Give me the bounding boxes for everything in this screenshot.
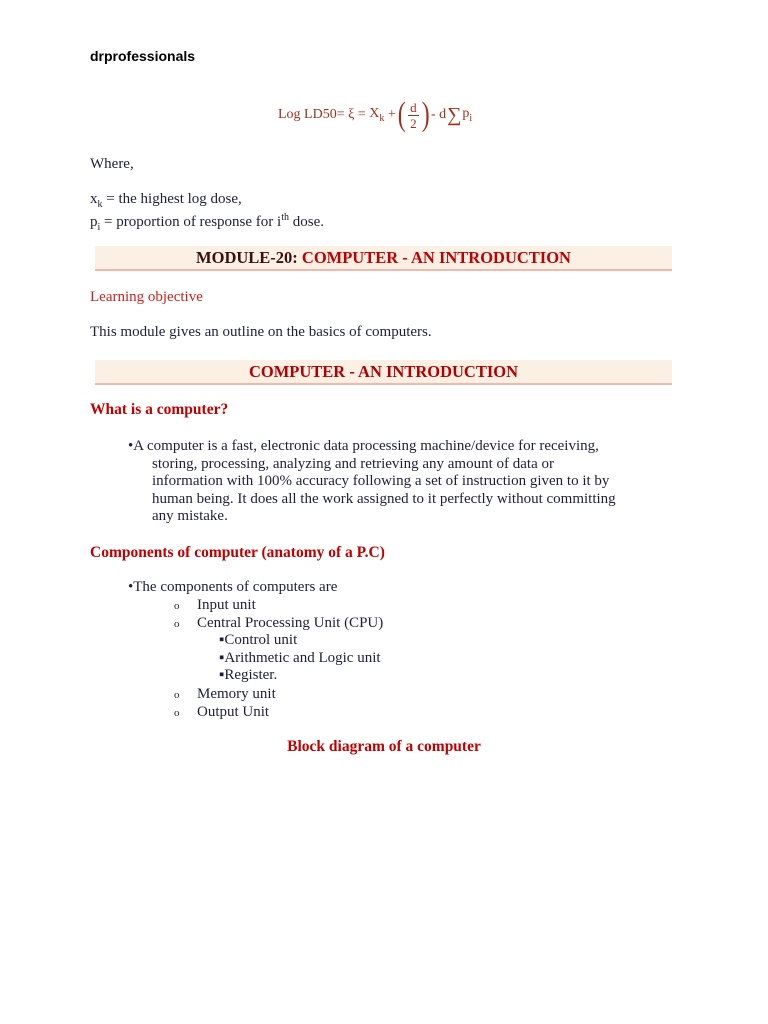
list-item: o <box>174 689 180 701</box>
formula-plus: + <box>387 107 396 122</box>
section-banner <box>95 360 672 385</box>
formula-p: $p_i$ <box>462 106 473 124</box>
cpu-sub-alu: ▪Arithmetic and Logic unit <box>219 650 381 666</box>
definition-pi: $p_i$ = proportion of response for $i^{th}$ dose. <box>90 212 324 233</box>
formula-eq: = <box>336 107 345 122</box>
components-intro: •The components of computers are <box>128 579 338 595</box>
list-item: o <box>174 707 180 719</box>
learning-objective-heading: Learning objective <box>90 289 203 305</box>
components-heading: Components of computer (anatomy of a P.C) <box>90 544 385 561</box>
computer-definition-line: •A computer is a fast, electronic data processing machine/device for receiving, <box>128 438 599 454</box>
module-banner <box>95 246 672 271</box>
formula-fraction: $\frac{d}{2}$ <box>410 99 417 131</box>
computer-definition-line: human being. It does all the work assigned to it perfectly without committing <box>152 491 616 507</box>
close-paren: ) <box>421 96 430 133</box>
where-label: Where, <box>90 156 134 172</box>
formula-x: $X_k$ <box>369 106 385 124</box>
component-cpu: Central Processing Unit (CPU) <box>197 615 384 631</box>
sigma-symbol: ∑ <box>447 103 462 126</box>
component-output-unit: Output Unit <box>197 704 270 720</box>
formula-eq: = <box>357 107 366 122</box>
formula-xi: ξ <box>348 107 355 122</box>
list-item: o <box>174 618 180 630</box>
computer-definition-line: storing, processing, analyzing and retrieving any amount of data or <box>152 456 554 472</box>
brand-header: drprofessionals <box>90 48 196 64</box>
component-input-unit: Input unit <box>197 597 256 613</box>
formula-minus: - <box>430 107 436 122</box>
formula-lhs: Log LD50 <box>278 107 337 122</box>
section-title: COMPUTER - AN INTRODUCTION <box>248 362 519 381</box>
open-paren: ( <box>397 96 406 133</box>
block-diagram-caption: Block diagram of a computer <box>287 738 481 755</box>
computer-definition-line: information with 100% accuracy following a set of instruction given to it by <box>152 473 610 489</box>
cpu-sub-control-unit: ▪Control unit <box>219 632 298 648</box>
definition-xk: $x_k$ = the highest log dose, <box>90 191 242 210</box>
module-outline-text: This module gives an outline on the basics of computers. <box>90 324 432 340</box>
component-memory-unit: Memory unit <box>197 686 276 702</box>
computer-definition-line: any mistake. <box>152 508 228 524</box>
what-is-computer-heading: What is a computer? <box>90 401 229 418</box>
list-item: o <box>174 600 180 612</box>
cpu-sub-register: ▪Register. <box>219 667 278 683</box>
module-title: COMPUTER - AN INTRODUCTION <box>297 248 571 267</box>
formula-d: d <box>439 107 447 122</box>
ld50-formula <box>278 92 472 138</box>
module-number: MODULE-20: <box>196 248 298 267</box>
